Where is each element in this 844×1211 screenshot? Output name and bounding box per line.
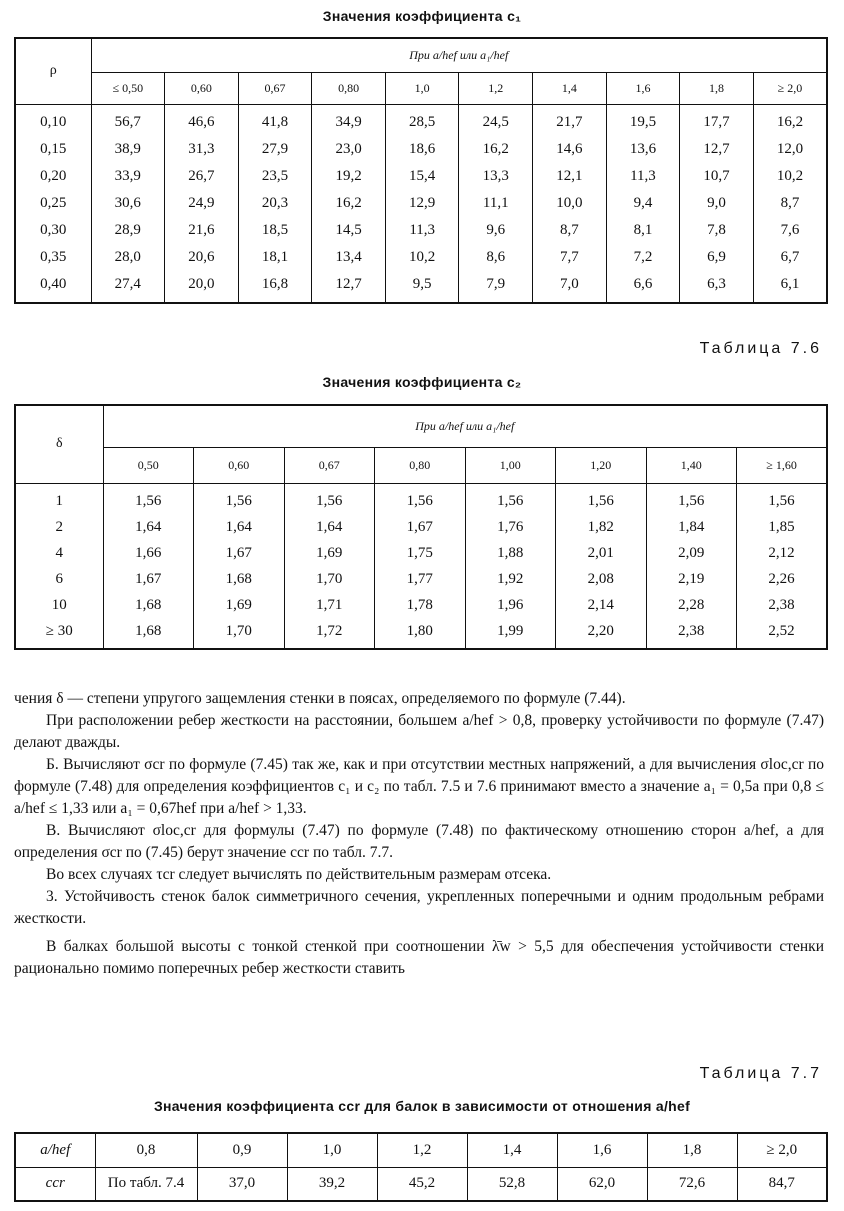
table1-cell: 13,4 [312,244,386,271]
table1-cell: 9,0 [680,190,754,217]
table3-ratio-cell: 1,6 [557,1133,647,1167]
table1-cell: 20,6 [165,244,239,271]
table1-row-header: ρ [15,38,91,104]
table2-cell: 1,56 [284,483,375,514]
table3-ratio-cell: 1,4 [467,1133,557,1167]
table2-cell: 1,71 [284,592,375,618]
paragraph-1: чения δ — степени упругого защемления стенки в поясах, определяемого по формуле (7.44). [14,690,626,707]
table2-caption: Таблица 7.6 [699,340,822,357]
table1-cell: 15,4 [385,163,459,190]
table2-cell: 2,26 [737,566,828,592]
table3-value-cell: 62,0 [557,1167,647,1201]
table1-cell: 16,2 [312,190,386,217]
table1-cell: 24,5 [459,104,533,136]
table1-cell: 9,4 [606,190,680,217]
table2-cell: 1,75 [375,540,466,566]
table-row [15,540,827,566]
table2-row-label: 10 [15,592,103,618]
table-c1 [14,37,828,304]
table2-cell: 1,80 [375,618,466,649]
table2-cell: 1,72 [284,618,375,649]
table2-cell: 1,78 [375,592,466,618]
table2-row-label: 4 [15,540,103,566]
paragraph-2: При расположении ребер жесткости на расстоянии, большем a/hef > 0,8, проверку устойчивости по формуле (7.47) делают дважды. [14,712,824,751]
table2-cell: 1,64 [103,514,194,540]
table1-cell: 6,6 [606,271,680,303]
table2-cell: 1,76 [465,514,556,540]
table1-cell: 56,7 [91,104,165,136]
table2-cell: 2,01 [556,540,647,566]
table3-value-cell: 39,2 [287,1167,377,1201]
table3-ratio-cell: 1,8 [647,1133,737,1167]
table-row [15,244,827,271]
table1-cell: 13,6 [606,136,680,163]
table-row [15,136,827,163]
table-row [15,104,827,136]
table3-value-cell: 84,7 [737,1167,827,1201]
table2-cell: 1,69 [194,592,285,618]
table1-cell: 12,9 [385,190,459,217]
table-c2 [14,404,828,650]
table2-cell: 1,56 [465,483,556,514]
table2-col-header: 1,40 [646,447,737,483]
table1-col-header: 1,6 [606,72,680,104]
table3-ratio-cell: 1,0 [287,1133,377,1167]
table1-cell: 18,1 [238,244,312,271]
table2-cell: 1,67 [103,566,194,592]
table1-cell: 12,1 [533,163,607,190]
table2-cell: 1,56 [375,483,466,514]
table2-cell: 2,19 [646,566,737,592]
table1-cell: 34,9 [312,104,386,136]
table2-cell: 2,14 [556,592,647,618]
table1-cell: 6,3 [680,271,754,303]
table2-col-header: 0,60 [194,447,285,483]
table1-cell: 21,7 [533,104,607,136]
table1-cell: 7,2 [606,244,680,271]
table1-cell: 20,0 [165,271,239,303]
table2-cell: 1,64 [194,514,285,540]
table1-row-label: 0,30 [15,217,91,244]
table1-cell: 12,0 [753,136,827,163]
table-row [15,592,827,618]
table1-cell: 8,7 [753,190,827,217]
table2-col-header: 0,80 [375,447,466,483]
table1-cell: 11,3 [385,217,459,244]
paragraph-3: Б. Вычисляют σcr по формуле (7.45) так же, как и при отсутствии местных напряжений, а для вычисления σloc,cr по формуле (7.48) для определения коэффициентов c₁ и c₂ по табл. 7.5 и 7.6 принимают вместо a значение a₁ = 0,5a при 0,8 ≤ a/hef ≤ 1,33 или a₁ = 0,67hef при a/hef > 1,33. [14,756,824,817]
table1-cell: 13,3 [459,163,533,190]
table2-cell: 1,92 [465,566,556,592]
table1-cell: 23,0 [312,136,386,163]
paragraph-5: Во всех случаях τcr следует вычислять по действительным размерам отсека. [46,866,552,883]
table3-ratio-cell: 1,2 [377,1133,467,1167]
table2-cell: 2,09 [646,540,737,566]
table2-row-label: 6 [15,566,103,592]
table1-col-header: 0,67 [238,72,312,104]
table1-cell: 31,3 [165,136,239,163]
table2-title: Значения коэффициента c₂ [322,374,522,390]
table1-col-header: ≤ 0,50 [91,72,165,104]
table1-cell: 19,5 [606,104,680,136]
table2-cell: 1,69 [284,540,375,566]
table1-cell: 8,6 [459,244,533,271]
table-row [15,190,827,217]
table3-ratio-cell: 0,9 [197,1133,287,1167]
table2-col-header: 0,67 [284,447,375,483]
table1-cell: 27,4 [91,271,165,303]
table1-col-header: 1,2 [459,72,533,104]
table2-cell: 1,85 [737,514,828,540]
table2-col-header: ≥ 1,60 [737,447,828,483]
table3-row2-label: ccr [15,1167,95,1201]
paragraph-6: 3. Устойчивость стенок балок симметричного сечения, укрепленных поперечными и одним продольным ребрами жесткости. [14,888,824,927]
table2-cell: 1,56 [737,483,828,514]
table2-cell: 1,67 [375,514,466,540]
table1-cell: 26,7 [165,163,239,190]
paragraph-7: В балках большой высоты с тонкой стенкой при соотношении λ̄w > 5,5 для обеспечения устойчивости стенки рационально помимо поперечных ребер жесткости ставить [14,938,824,977]
table2-cell: 2,38 [737,592,828,618]
table1-cell: 12,7 [680,136,754,163]
table1-cell: 21,6 [165,217,239,244]
table1-cell: 11,3 [606,163,680,190]
table2-col-header: 0,50 [103,447,194,483]
table2-cell: 1,88 [465,540,556,566]
table1-cell: 10,2 [753,163,827,190]
table1-col-header: 1,0 [385,72,459,104]
table1-cell: 8,1 [606,217,680,244]
table1-cell: 10,2 [385,244,459,271]
table3-value-cell: 37,0 [197,1167,287,1201]
table2-cell: 1,68 [103,592,194,618]
table3-caption: Таблица 7.7 [699,1065,822,1082]
table1-cell: 18,6 [385,136,459,163]
table-ccr [14,1132,828,1202]
table3-value-cell: По табл. 7.4 [95,1167,197,1201]
table2-cell: 1,84 [646,514,737,540]
table1-cell: 10,0 [533,190,607,217]
table1-row-label: 0,25 [15,190,91,217]
table3-row1-label: a/hef [15,1133,95,1167]
table1-row-label: 0,35 [15,244,91,271]
table1-cell: 33,9 [91,163,165,190]
table-row [15,271,827,303]
table2-cell: 2,08 [556,566,647,592]
table1-col-header: 1,8 [680,72,754,104]
table2-cell: 2,38 [646,618,737,649]
table1-cell: 6,9 [680,244,754,271]
table2-group-header: При a/hef или a₁/hef [103,405,827,447]
table1-cell: 20,3 [238,190,312,217]
table1-cell: 18,5 [238,217,312,244]
table1-row-label: 0,15 [15,136,91,163]
table2-cell: 1,67 [194,540,285,566]
table-row [15,483,827,514]
table1-cell: 7,6 [753,217,827,244]
table1-cell: 38,9 [91,136,165,163]
table2-cell: 2,52 [737,618,828,649]
table3-ratio-cell: ≥ 2,0 [737,1133,827,1167]
table1-col-header: 0,80 [312,72,386,104]
table1-cell: 7,0 [533,271,607,303]
table2-cell: 1,68 [103,618,194,649]
table2-cell: 1,68 [194,566,285,592]
table-row [15,163,827,190]
table1-cell: 46,6 [165,104,239,136]
table2-col-header: 1,20 [556,447,647,483]
table1-cell: 16,8 [238,271,312,303]
table1-cell: 17,7 [680,104,754,136]
table2-cell: 1,56 [646,483,737,514]
table2-col-header: 1,00 [465,447,556,483]
body-text [14,688,824,980]
table2-cell: 1,82 [556,514,647,540]
table1-cell: 10,7 [680,163,754,190]
table2-cell: 1,66 [103,540,194,566]
table1-cell: 12,7 [312,271,386,303]
table2-cell: 2,12 [737,540,828,566]
table-row [15,618,827,649]
table1-cell: 6,7 [753,244,827,271]
table1-cell: 11,1 [459,190,533,217]
table1-group-header: При a/hef или a₁/hef [91,38,827,72]
table2-cell: 2,20 [556,618,647,649]
table2-cell: 1,70 [194,618,285,649]
table2-cell: 1,99 [465,618,556,649]
table1-cell: 16,2 [459,136,533,163]
table1-cell: 8,7 [533,217,607,244]
table1-row-label: 0,20 [15,163,91,190]
table1-cell: 9,6 [459,217,533,244]
table3-value-cell: 72,6 [647,1167,737,1201]
table1-cell: 14,6 [533,136,607,163]
table1-cell: 28,9 [91,217,165,244]
table1-row-label: 0,10 [15,104,91,136]
table-row [15,566,827,592]
table2-cell: 1,77 [375,566,466,592]
table1-col-header: ≥ 2,0 [753,72,827,104]
table1-cell: 28,0 [91,244,165,271]
table3-value-cell: 52,8 [467,1167,557,1201]
table1-cell: 30,6 [91,190,165,217]
table3-title: Значения коэффициента ccr для балок в зависимости от отношения a/hef [153,1098,691,1114]
table1-cell: 28,5 [385,104,459,136]
table1-row-label: 0,40 [15,271,91,303]
table2-row-header: δ [15,405,103,483]
paragraph-4: В. Вычисляют σloc,cr для формулы (7.47) по формуле (7.48) по фактическому отношению сторон a/hef, а для определения σcr по (7.45) берут значение ccr по табл. 7.7. [14,822,824,861]
table1-cell: 7,7 [533,244,607,271]
table1-cell: 41,8 [238,104,312,136]
table-row [15,514,827,540]
table1-cell: 7,8 [680,217,754,244]
table1-cell: 23,5 [238,163,312,190]
table2-row-label: ≥ 30 [15,618,103,649]
table2-cell: 2,28 [646,592,737,618]
table1-col-header: 1,4 [533,72,607,104]
table1-cell: 27,9 [238,136,312,163]
table3-ratio-cell: 0,8 [95,1133,197,1167]
table2-cell: 1,96 [465,592,556,618]
table2-cell: 1,56 [194,483,285,514]
table1-col-header: 0,60 [165,72,239,104]
table-row [15,217,827,244]
table1-cell: 9,5 [385,271,459,303]
table2-cell: 1,56 [556,483,647,514]
table1-cell: 16,2 [753,104,827,136]
table1-title: Значения коэффициента c₁ [322,8,522,24]
table2-row-label: 2 [15,514,103,540]
table3-value-cell: 45,2 [377,1167,467,1201]
table1-cell: 6,1 [753,271,827,303]
table1-cell: 7,9 [459,271,533,303]
table1-cell: 14,5 [312,217,386,244]
table2-cell: 1,56 [103,483,194,514]
table2-cell: 1,64 [284,514,375,540]
table2-cell: 1,70 [284,566,375,592]
table1-cell: 19,2 [312,163,386,190]
table1-cell: 24,9 [165,190,239,217]
table2-row-label: 1 [15,483,103,514]
